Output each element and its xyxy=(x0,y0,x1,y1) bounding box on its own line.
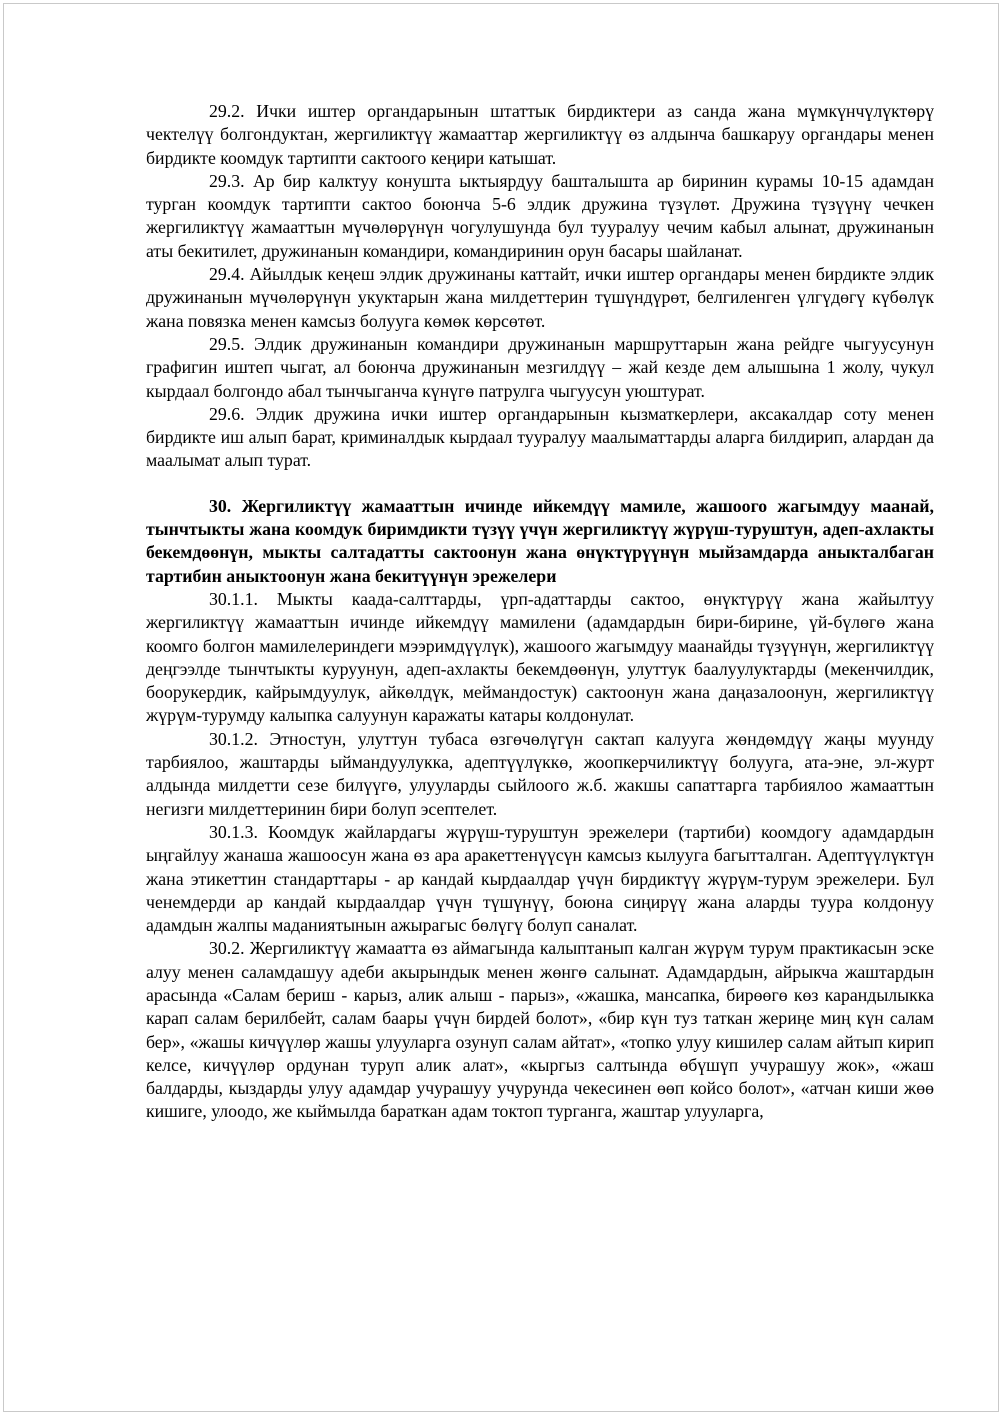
paragraph-30-1-3: 30.1.3. Коомдук жайлардагы жүрүш-туруштун эрежелери (тартиби) коомдогу адамдардын ыңгайлуу жанаша жашоосун жана өз ара аракеттенүүсүн камсыз кылууга багытталган. Адептүүлүктүн жана этикеттин стандарттары - ар кандай кырдаалдар үчүн бирдиктүү жүрүм-турум эрежелери. Бул ченемдерди ар кандай кырдаалдар үчүн түшүнүү, боюна сиңирүү жана аларды туура колдонуу адамдын жалпы маданиятынын ажырагыс бөлүгү болуп саналат. xyxy=(146,821,934,936)
document-page xyxy=(3,3,999,1412)
paragraph-29-3: 29.3. Ар бир калктуу конушта ыктыярдуу башталышта ар биринин курамы 10-15 адамдан турган коомдук тартипти сактоо боюнча 5-6 элдик дружина түзүлөт. Дружина түзүүнү чечкен жергиликтүү жамааттын мүчөлөрүнүн чогулушунда бул тууралуу чечим кабыл алынат, дружинанын аты бекитилет, дружинанын командири, командиринин орун басары шайланат. xyxy=(146,170,934,261)
paragraph-29-4: 29.4. Айылдык кеңеш элдик дружинаны каттайт, ички иштер органдары менен бирдикте элдик дружинанын мүчөлөрүнүн укуктарын жана милдеттерин түшүндүрөт, белгиленген үлгүдөгү күбөлүк жана повязка менен камсыз болууга көмөк көрсөтөт. xyxy=(146,264,934,331)
paragraph-29-5: 29.5. Элдик дружинанын командири дружинанын маршруттарын жана рейдге чыгуусунун графигин иштеп чыгат, ал боюнча дружинанын мезгилдүү – жай кезде дем алышына 1 жолу, чукул кырдаал болгондо абал тынчыганча күнүгө патрулга чыгуусун уюштурат. xyxy=(146,333,934,401)
section-30-heading: 30. Жергиликтүү жамааттын ичинде ийкемдүү мамиле, жашоого жагымдуу маанай, тынчтыкты жана коомдук биримдикти түзүү үчүн жергиликтүү жүрүш-туруштун, адеп-ахлакты бекемдөөнүн, мыкты салтадатты сактоонун жана өнүктүрүүнүн мыйзамдарда аныкталбаган тартибин аныктоонун жана бекитүүнүн эрежелери xyxy=(146,495,934,586)
paragraph-29-2: 29.2. Ички иштер органдарынын штаттык бирдиктери аз санда жана мүмкүнчүлүктөрү чектелүү болгондуктан, жергиликтүү жамааттар жергиликтүү өз алдынча башкаруу органдары менен бирдикте коомдук тартипти сактоого кеңири катышат. xyxy=(146,101,934,168)
paragraph-29-6: 29.6. Элдик дружина ички иштер органдарынын кызматкерлери, аксакалдар соту менен бирдикте иш алып барат, криминалдык кырдаал тууралуу маалыматтарды аларга билдирип, алардан да маалымат алып турат. xyxy=(146,403,934,471)
paragraph-30-1-2: 30.1.2. Этностун, улуттун тубаса өзгөчөлүгүн сактап калууга жөндөмдүү жаңы муунду тарбиялоо, жаштарды ыймандуулукка, адептүүлүккө, жоопкерчиликтүү болууга, ата-эне, эл-журт алдында милдетти сезе билүүгө, улууларды сыйлоого ж.б. жакшы сапаттарга тарбиялоо жамааттын негизги милдеттеринин бири болуп эсептелет. xyxy=(146,728,934,819)
paragraph-30-2: 30.2. Жергиликтүү жамаатта өз аймагында калыптанып калган жүрүм турум практикасын эске алуу менен саламдашуу адеби акырындык менен жөнгө салынат. Адамдардын, айрыкча жаштардын арасында «Салам бериш - карыз, алик алыш - парыз», «жашка, мансапка, бирөөгө көз карандылыкка карап салам берилбейт, салам баары үчүн бирдей болот», «бир күн туз таткан жериңе миң күн салам бер», «жашы кичүүлөр жашы улууларга озунуп салам айтат», «топко улуу кишилер салам айтып кирип келсе, кичүүлөр ордунан туруп алик алат», «кыргыз салтында өбүшүп учурашуу жок», «жаш балдарды, кыздарды улуу адамдар учурашуу учурунда чекесинен өөп койсо болот», «атчан киши жөө кишиге, улоодо, же кыймылда бараткан адам токтоп турганга, жаштар улууларга, xyxy=(146,938,934,1122)
document-body xyxy=(146,100,934,1124)
paragraph-30-1-1: 30.1.1. Мыкты каада-салттарды, үрп-адаттарды сактоо, өнүктүрүү жана жайылтуу жергиликтүү жамааттын ичинде ийкемдүү мамилени (адамдардын бири-бирине, үй-бүлөгө жана коомго болгон мамилелериндеги мээримдүүлүк), жашоого жагымдуу маанайды түзүүнүн, жергиликтүү деңгээлде тынчтыкты куруунун, адеп-ахлакты бекемдөөнүн, улуттук баалуулуктарды (мекенчилдик, боорукердик, кайрымдуулук, айкөлдүк, меймандостук) сактоонун жана даңазалоонун, жергиликтүү жүрүм-турумду калыпка салуунун каражаты катары колдонулат. xyxy=(146,588,934,726)
